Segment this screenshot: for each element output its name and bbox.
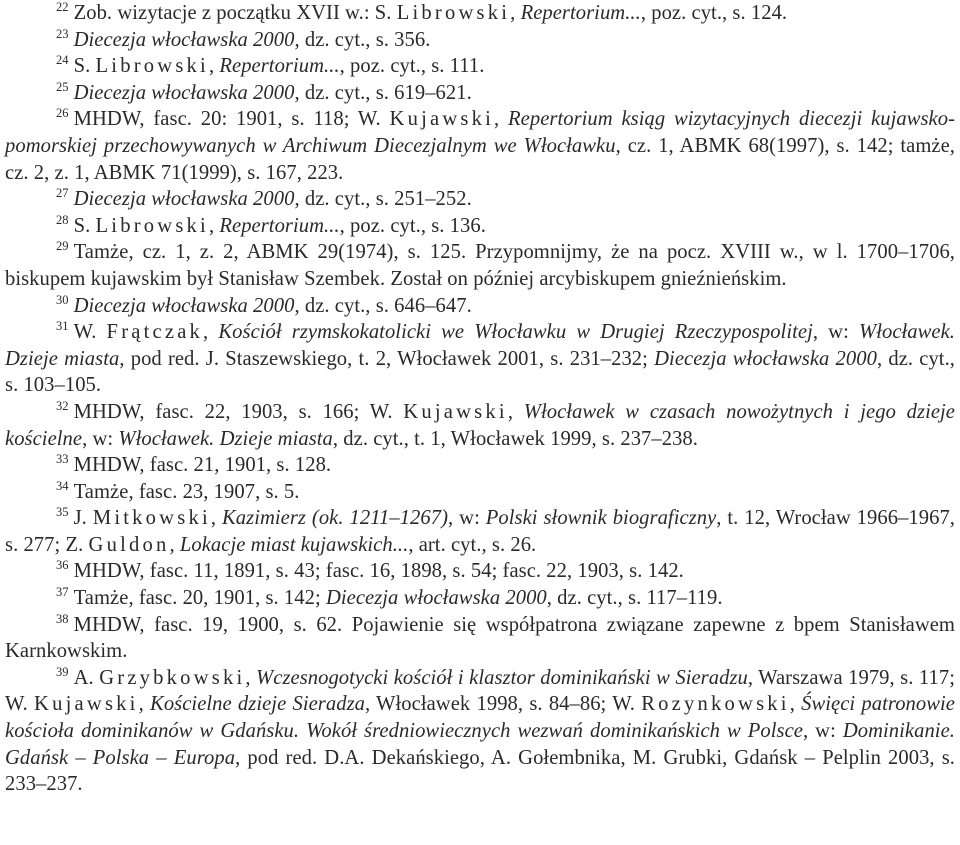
footnote-30 (5, 293, 955, 320)
footnote-text: , poz. cyt., s. 124. (640, 2, 788, 24)
footnote-39 (5, 665, 955, 798)
footnote-26 (5, 106, 955, 186)
footnote-text: , (208, 55, 220, 78)
footnote-25 (5, 80, 955, 107)
footnote-text: , (203, 321, 219, 344)
footnote-number: 36 (56, 558, 69, 573)
italic-title: Kazimierz (ok. 1211–1267) (222, 507, 449, 530)
footnote-text: , dz. cyt., s. 251–252. (294, 188, 472, 211)
footnote-text: J. (73, 507, 93, 530)
footnote-number: 33 (56, 452, 69, 467)
footnote-number: 22 (56, 0, 69, 14)
footnote-text: , cz. 1, ABMK 68(1997), s. 142; tamże, cz. 2, z. 1, ABMK 71(1999), s. 167, 223. (5, 134, 955, 184)
footnote-number: 31 (56, 319, 69, 334)
footnote-text: , Włocławek 1998, s. 84–86; W. (364, 693, 642, 716)
footnote-text: , dz. cyt., s. 117–119. (546, 587, 723, 610)
footnote-28 (5, 213, 955, 240)
footnote-text: , pod red. D.A. Dekańskiego, A. Gołembnika, M. Grubki, Gdańsk – Pelplin 2003, s. 233–237. (5, 746, 956, 796)
italic-title: Kościół rzymskokatolicki we Włocławku w Drugiej Rzeczypospolitej (218, 321, 813, 344)
footnote-27 (5, 186, 955, 213)
footnote-text: W. (73, 321, 107, 344)
footnote-33 (5, 452, 955, 479)
italic-title: Wczesnogotycki kościół i klasztor dominikański w Sieradzu (256, 666, 748, 689)
footnote-text: , t. 12, Wrocław 1966–1967, s. 277; Z. (5, 507, 955, 556)
footnote-38 (5, 612, 955, 665)
footnote-text: , (494, 108, 509, 131)
author-name: Kujawski (389, 108, 495, 131)
footnote-37 (5, 585, 955, 612)
italic-title: Diecezja włocławska 2000 (73, 188, 295, 211)
footnote-text: , Warszawa 1979, s. 117; W. (5, 666, 955, 716)
footnote-text: , dz. cyt., s. 103–105. (5, 347, 955, 397)
italic-title: Diecezja włocławska 2000 (325, 587, 547, 610)
italic-title: Lokacje miast kujawskich... (179, 533, 409, 556)
footnote-text: , (789, 693, 802, 716)
footnote-text: MHDW, fasc. 20: 1901, s. 118; W. (73, 108, 390, 131)
footnote-text: S. (73, 214, 96, 237)
italic-title: Diecezja włocławska 2000 (654, 347, 877, 370)
footnote-text: , poz. cyt., s. 136. (339, 214, 486, 237)
footnote-23 (5, 27, 955, 54)
author-name: Mitkowski (92, 507, 211, 530)
footnote-24 (5, 53, 955, 80)
footnote-text: , w: (448, 507, 486, 530)
italic-title: Repertorium... (219, 55, 340, 78)
italic-title: Święci patronowie kościoła dominikanów w Gdańsku. Wokół średniowiecznych wezwań dominikańskich w Polsce (5, 693, 955, 743)
footnotes-list (5, 0, 955, 798)
author-name: Librowski (95, 55, 209, 78)
footnote-number: 39 (56, 664, 69, 679)
footnote-text: MHDW, fasc. 11, 1891, s. 43; fasc. 16, 1898, s. 54; fasc. 22, 1903, s. 142. (73, 560, 684, 583)
author-name: Frątczak (106, 321, 204, 344)
footnote-text: , dz. cyt., s. 646–647. (294, 294, 472, 317)
footnote-number: 25 (56, 79, 69, 94)
footnote-text: MHDW, fasc. 22, 1903, s. 166; W. (73, 400, 404, 423)
footnote-text: , (208, 214, 220, 237)
italic-title: Włocławek. Dzieje miasta (118, 427, 333, 450)
footnote-number: 37 (56, 585, 69, 600)
footnote-number: 28 (56, 212, 69, 227)
footnote-text: , pod red. J. Staszewskiego, t. 2, Włocławek 2001, s. 231–232; (119, 347, 655, 370)
italic-title: Diecezja włocławska 2000 (73, 294, 295, 317)
footnote-number: 34 (56, 478, 69, 493)
author-name: Grzybkowski (99, 666, 246, 689)
footnote-text: MHDW, fasc. 21, 1901, s. 128. (73, 454, 332, 477)
italic-title: Repertorium... (520, 2, 641, 24)
footnote-22 (5, 0, 955, 27)
footnote-text: , (138, 693, 151, 716)
footnote-text: Tamże, fasc. 20, 1901, s. 142; (73, 587, 326, 610)
footnote-32 (5, 399, 955, 452)
author-name: Kujawski (34, 693, 139, 716)
author-name: Guldon (88, 533, 170, 556)
footnote-text: S. (73, 55, 96, 78)
italic-title: Włocławek. Dzieje miasta (5, 321, 955, 370)
author-name: Rozynkowski (641, 693, 790, 716)
footnote-text: , dz. cyt., t. 1, Włocławek 1999, s. 237–238. (332, 427, 698, 450)
italic-title: Repertorium... (219, 214, 340, 237)
footnote-number: 30 (56, 292, 69, 307)
footnote-number: 32 (56, 398, 69, 413)
footnote-number: 26 (56, 106, 69, 121)
footnote-text: , dz. cyt., s. 619–621. (294, 81, 472, 104)
footnote-text: , (210, 507, 223, 530)
author-name: Librowski (95, 214, 209, 237)
footnote-29 (5, 239, 955, 292)
italic-title: Polski słownik biograficzny (485, 507, 717, 530)
footnote-text: , w: (802, 720, 843, 743)
footnote-34 (5, 479, 955, 506)
footnote-text: Tamże, fasc. 23, 1907, s. 5. (73, 480, 300, 503)
footnote-number: 29 (56, 239, 69, 254)
footnote-text: A. (73, 666, 100, 689)
italic-title: Diecezja włocławska 2000 (73, 81, 295, 104)
italic-title: Repertorium ksiąg wizytacyjnych diecezji kujawsko-pomorskiej przechowywanych w Archiwum Diecezjalnym we Włocławku (5, 108, 955, 157)
footnote-text: , (245, 666, 257, 689)
footnote-text: , w: (812, 321, 859, 344)
footnote-text: Zob. wizytacje z początku XVII w.: S. (73, 2, 397, 24)
author-name: Librowski (396, 2, 511, 24)
footnote-number: 38 (56, 611, 69, 626)
footnote-31 (5, 319, 955, 399)
italic-title: Dominikanie. Gdańsk – Polska – Europa (5, 720, 955, 769)
footnote-35 (5, 505, 955, 558)
footnote-text: , (507, 400, 524, 423)
footnote-text: , (510, 2, 521, 24)
footnote-text: , (169, 533, 180, 556)
footnote-number: 24 (56, 53, 69, 68)
author-name: Kujawski (403, 400, 508, 423)
italic-title: Włocławek w czasach nowożytnych i jego dzieje kościelne (5, 400, 955, 450)
footnote-36 (5, 558, 955, 585)
footnote-number: 23 (56, 26, 69, 41)
footnote-text: , poz. cyt., s. 111. (339, 55, 485, 78)
footnote-text: , dz. cyt., s. 356. (294, 28, 431, 51)
footnote-number: 35 (56, 505, 69, 520)
italic-title: Diecezja włocławska 2000 (73, 28, 295, 51)
footnote-text: , w: (82, 427, 119, 450)
footnote-text: , art. cyt., s. 26. (408, 533, 537, 556)
footnote-text: MHDW, fasc. 19, 1900, s. 62. Pojawienie się współpatrona związane zapewne z bpem Stanisławem Karnkowskim. (5, 613, 955, 663)
footnote-text: Tamże, cz. 1, z. 2, ABMK 29(1974), s. 125. Przypomnijmy, że na pocz. XVIII w., w l. 1700–1706, biskupem kujawskim był Stanisław Szembek. Został on później arcybiskupem gnieźnieńskim. (5, 241, 955, 290)
italic-title: Kościelne dzieje Sieradza (150, 693, 365, 716)
footnote-number: 27 (56, 186, 69, 201)
